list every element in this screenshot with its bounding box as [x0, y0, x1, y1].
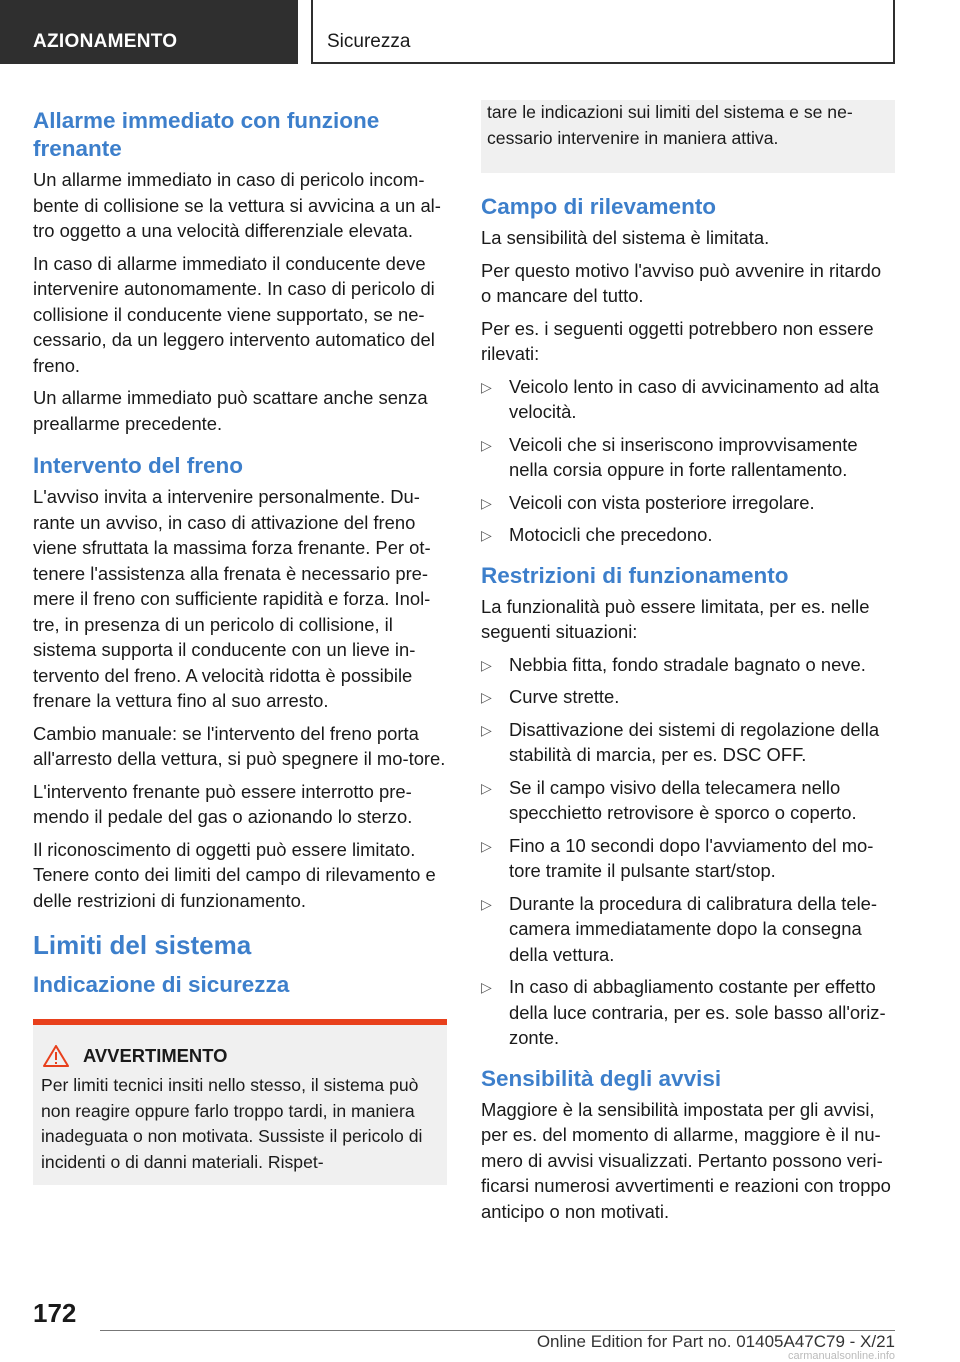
watermark: carmanualsonline.info	[787, 1350, 895, 1362]
paragraph: In caso di allarme immediato il conducente deve intervenire autonomamente. In caso di pericolo di collisione il conducente viene supportato, se ne-cessario, da un leggero intervento automatico del freno.	[33, 252, 435, 376]
list-item-text: Disattivazione dei sistemi di regolazione della stabilità di marcia, per es. DSC OFF.	[509, 718, 880, 765]
list-item	[481, 833, 895, 884]
header-section-tab: AZIONAMENTO	[0, 0, 298, 64]
list-item-text: In caso di abbagliamento costante per effetto della luce contraria, per es. sole basso all'oriz-zonte.	[509, 976, 886, 1048]
warning-title-row	[41, 1045, 439, 1067]
list-item-text: Veicoli con vista posteriore irregolare.	[509, 491, 815, 513]
warning-triangle-icon	[43, 1045, 69, 1067]
warning-box	[33, 1025, 447, 1185]
list-item	[481, 652, 895, 678]
triangle-bullet-icon: ▷	[481, 689, 492, 705]
restrizioni-list	[481, 652, 895, 1051]
right-column	[481, 103, 895, 1231]
page-number: 172	[33, 1298, 77, 1328]
campo-list	[481, 374, 895, 548]
paragraph: Per questo motivo l'avviso può avvenire in ritardo o mancare del tutto.	[481, 259, 882, 306]
list-item-text: Se il campo visivo della telecamera nello specchietto retrovisore è sporco o coperto.	[509, 776, 857, 823]
triangle-bullet-icon: ▷	[481, 378, 492, 395]
heading-limiti-sistema: Limiti del sistema	[33, 930, 252, 960]
footer-edition: Online Edition for Part no. 01405A47C79 - X/21	[536, 1332, 895, 1351]
list-item	[481, 684, 895, 710]
list-item	[481, 432, 895, 483]
triangle-bullet-icon: ▷	[481, 656, 492, 673]
list-item	[481, 974, 895, 1051]
list-item-text: Curve strette.	[509, 686, 620, 707]
paragraph: Il riconoscimento di oggetti può essere limitato. Tenere conto dei limiti del campo di rilevamento e delle restrizioni di funzionamento.	[33, 838, 436, 911]
paragraph: Un allarme immediato in caso di pericolo incom-bente di collisione se la vettura si avvicina a un al-tro oggetto a una velocità differenziale elevata.	[33, 169, 441, 241]
list-item	[481, 891, 895, 968]
heading-allarme-immediato: Allarme immediato con funzione frenante	[33, 108, 380, 161]
list-item-text: Veicoli che si inseriscono improvvisamente nella corsia oppure in forte rallentamento.	[509, 433, 858, 480]
list-item-text: Veicolo lento in caso di avvicinamento ad alta velocità.	[509, 375, 880, 422]
list-item	[481, 522, 895, 548]
list-item	[481, 374, 895, 425]
paragraph: La funzionalità può essere limitata, per es. nelle seguenti situazioni:	[481, 595, 870, 642]
left-column	[33, 103, 447, 1185]
paragraph: La sensibilità del sistema è limitata.	[481, 227, 770, 248]
triangle-bullet-icon: ▷	[481, 527, 492, 543]
heading-intervento-freno: Intervento del freno	[33, 453, 244, 478]
paragraph: L'avviso invita a intervenire personalmente. Du-rante un avviso, in caso di attivazione del freno viene sfruttata la massima forza frenante. Per ot-tenere l'assistenza alla frenata è necessario pre-mere il freno con sufficiente rapidità e forza. Inol-tre, in presenza di un pericolo di collisione, il sistema supporta il conducente con un lieve in-tervento del freno. A velocità ridotta è possibile frenare la vettura fino al suo arresto.	[33, 486, 431, 711]
list-item	[481, 717, 895, 768]
paragraph: Un allarme immediato può scattare anche senza preallarme precedente.	[33, 387, 428, 434]
paragraph: Maggiore è la sensibilità impostata per gli avvisi, per es. del momento di allarme, maggiore è il nu-mero di avvisi visualizzati. Pertanto possono veri-ficarsi numerosi avvertimenti e reazioni con troppo anticipo o non motivati.	[481, 1098, 891, 1222]
paragraph: Per es. i seguenti oggetti potrebbero non essere rilevati:	[481, 317, 874, 364]
triangle-bullet-icon: ▷	[481, 979, 492, 995]
triangle-bullet-icon: ▷	[481, 895, 492, 912]
list-item-text: Nebbia fitta, fondo stradale bagnato o neve.	[509, 653, 866, 675]
triangle-bullet-icon: ▷	[481, 779, 492, 796]
heading-indicazione-sicurezza: Indicazione di sicurezza	[33, 972, 290, 997]
warning-text: Per limiti tecnici insiti nello stesso, il sistema può non reagire oppure farlo troppo tardi, in maniera inadeguata o non motivata. Sussiste il pericolo di incidenti o di danni materiali. Rispet-	[41, 1075, 423, 1172]
list-item-text: Durante la procedura di calibratura della tele-camera immediatamente dopo la consegna della vettura.	[509, 892, 878, 965]
list-item-text: Fino a 10 secondi dopo l'avviamento del mo-tore tramite il pulsante start/stop.	[509, 834, 874, 881]
triangle-bullet-icon: ▷	[481, 436, 492, 453]
warning-title: AVVERTIMENTO	[83, 1045, 228, 1066]
list-item	[481, 490, 895, 516]
triangle-bullet-icon: ▷	[481, 721, 492, 738]
footer-divider	[100, 1330, 895, 1331]
paragraph: L'intervento frenante può essere interrotto pre-mendo il pedale del gas o azionando lo sterzo.	[33, 780, 413, 827]
triangle-bullet-icon: ▷	[481, 837, 492, 854]
warning-continuation-box	[481, 100, 895, 173]
heading-sensibilita-avvisi: Sensibilità degli avvisi	[481, 1065, 722, 1091]
header-topic: Sicurezza	[311, 0, 895, 64]
paragraph: Cambio manuale: se l'intervento del freno porta all'arresto della vettura, si può spegnere il mo-tore.	[33, 722, 446, 769]
heading-campo-rilevamento: Campo di rilevamento	[481, 194, 717, 219]
warning-continuation-text: tare le indicazioni sui limiti del sistema e se ne-cessario intervenire in maniera attiva.	[487, 102, 853, 148]
list-item-text: Motocicli che precedono.	[509, 524, 713, 545]
heading-restrizioni: Restrizioni di funzionamento	[481, 562, 789, 588]
list-item	[481, 775, 895, 826]
triangle-bullet-icon: ▷	[481, 494, 492, 511]
